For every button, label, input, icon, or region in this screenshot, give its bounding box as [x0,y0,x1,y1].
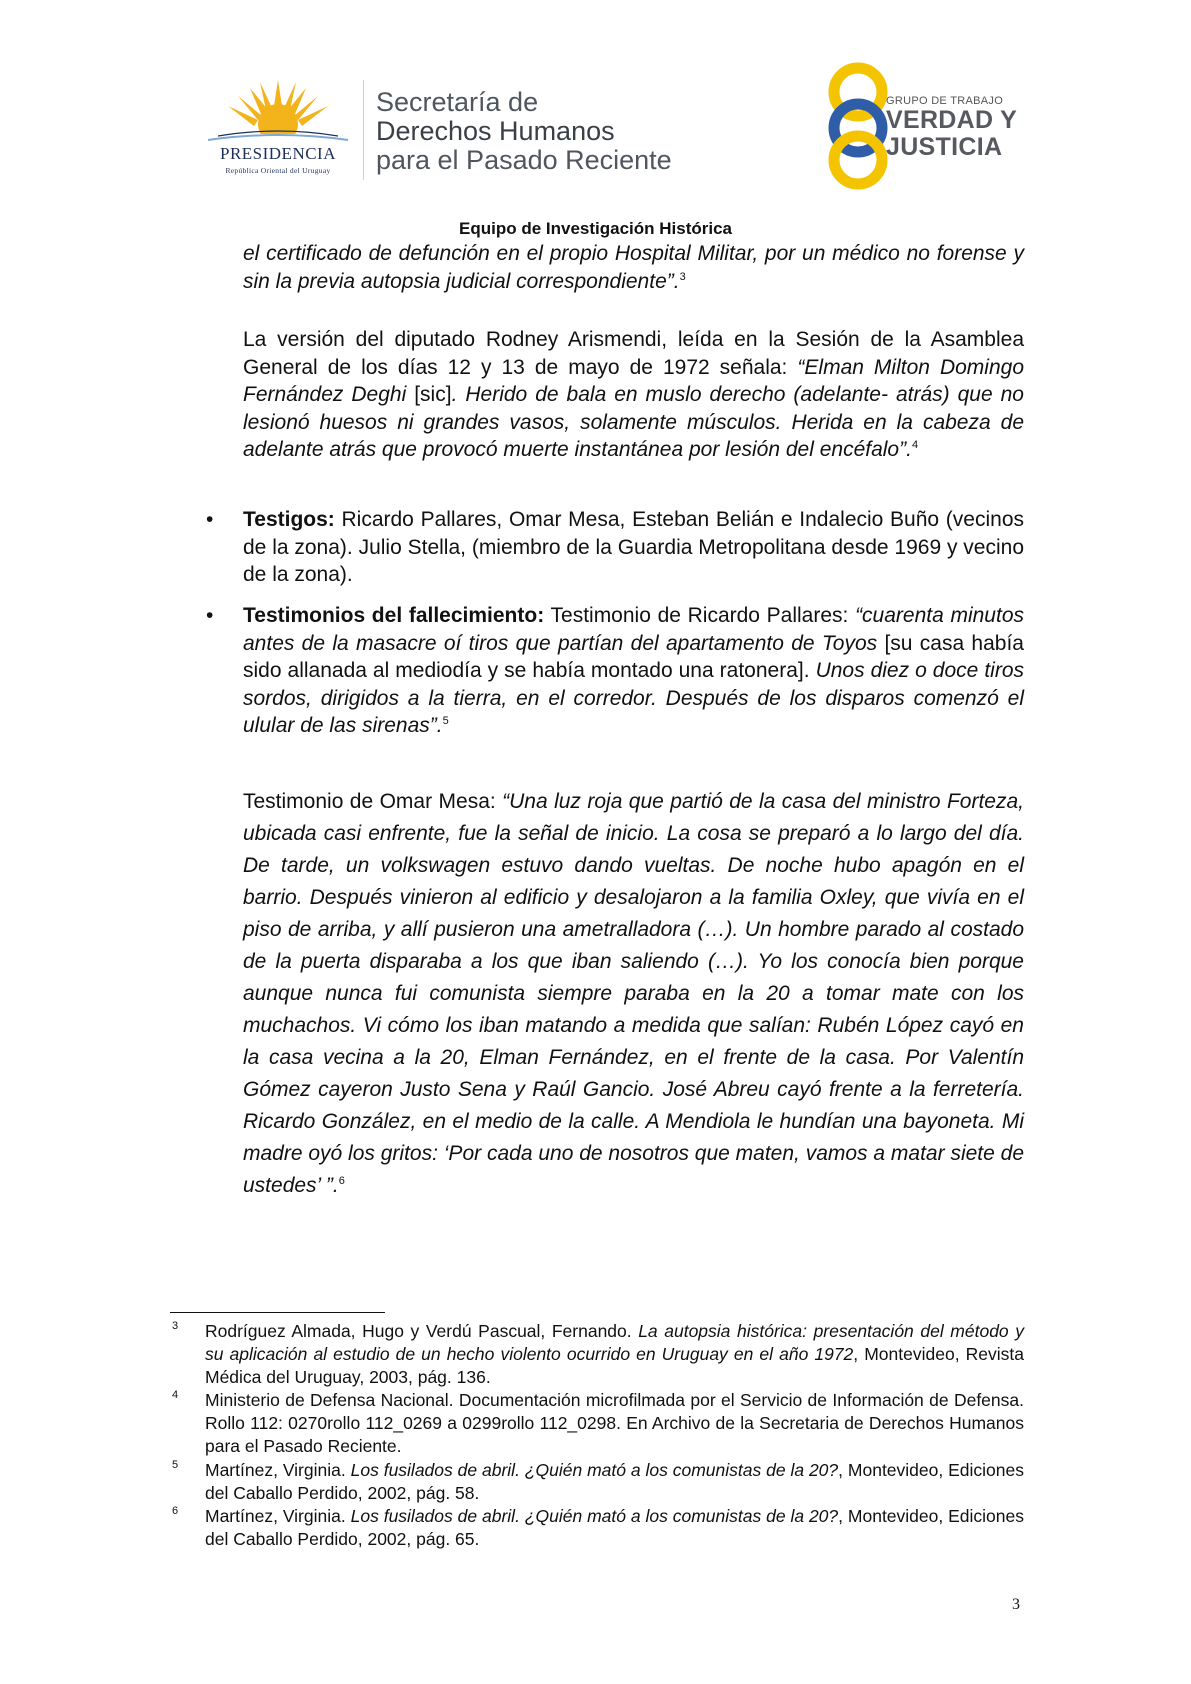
text: Rodríguez Almada, Hugo y Verdú Pascual, Fernando. [205,1321,639,1341]
verdad-justicia-logo-text [886,95,1046,161]
bullet-testimonios [243,602,1024,740]
footnote-number: 6 [172,1505,179,1517]
footnote-6 [205,1505,1024,1551]
sun-icon [198,78,358,144]
quote-text: “Una luz roja que partió de la casa del ministro Forteza, ubicada casi enfrente, fue la señal de inicio. La cosa se preparó a lo largo del día. De tarde, un volkswagen estuvo dando vueltas. De noche hubo apagón en el barrio. Después vinieron al edificio y desalojaron a la familia Oxley, que vivía en el piso de arriba, y allí pusieron una ametralladora (…). Un hombre parado al costado de la puerta disparaba a los que iban saliendo (…). Yo los conocía bien porque aunque nunca fui comunista siempre paraba en la 20 a tomar mate con los muchachos. Vi cómo los iban matando a medida que salían: Rubén López cayó en la casa vecina a la 20, Elman Fernández, en el frente de la casa. Por Valentín Gómez cayeron Justo Sena y Raúl Gancio. José Abreu cayó frente a la ferretería. Ricardo González, en el medio de la calle. A Mendiola le hundían una bayoneta. Mi madre oyó los gritos: ‘Por cada uno de nosotros que maten, vamos a matar siete de ustedes’ ”. [243,790,1024,1197]
quote-text: “cuarenta minutos antes de la masacre oí tiros que partían del apartamento de Toyos [243,604,1024,655]
text: Testimonio de Omar Mesa: [243,790,503,813]
text: , Montevideo, Ediciones del Caballo Perdido, 2002, pág. 58. [205,1460,1024,1503]
secretaria-line-2: Derechos Humanos [376,116,615,146]
secretaria-title [376,88,706,175]
footnote-ref-4: 4 [911,439,919,451]
presidencia-subtitle: República Oriental del Uruguay [225,166,331,175]
secretaria-line-3: para el Pasado Reciente [376,145,672,175]
footnote-number: 5 [172,1459,179,1471]
bullet-testigos [243,506,1024,589]
gtvj-line-2: JUSTICIA [886,133,1003,161]
footnote-number: 4 [172,1389,179,1401]
title-text: Los fusilados de abril. ¿Quién mató a los comunistas de la 20? [350,1506,839,1526]
footnote-4 [205,1389,1024,1458]
text: Martínez, Virginia. [205,1506,351,1526]
title-text: La autopsia histórica: presentación del método y su aplicación al estudio de un hecho violento ocurrido en Uruguay en el año 1972 [205,1321,1024,1364]
bullet-marker: • [206,604,214,627]
gtvj-small-text: GRUPO DE TRABAJO [886,95,1004,107]
quote-text: el certificado de defunción en el propio Hospital Militar, por un médico no forense y sin la previa autopsia judicial correspondiente”. [243,242,1024,293]
text: La versión del diputado Rodney Arismendi, leída en la Sesión de la Asamblea General de los días 12 y 13 de mayo de 1972 señala: [243,328,1024,379]
text: , Montevideo, Revista Médica del Uruguay, 2003, pág. 136. [205,1344,1024,1387]
paragraph-omar-mesa [243,786,1024,1202]
equipo-heading: Equipo de Investigación Histórica [459,219,732,238]
header-divider [363,80,364,180]
bullet-marker: • [206,508,214,531]
footnote-ref-3: 3 [679,270,686,283]
text: Testimonio de Ricardo Pallares: [544,604,856,627]
footnote-5 [205,1459,1024,1505]
paragraph-certificado [243,240,1024,295]
bullet-label: Testimonios del fallecimiento: [243,604,545,627]
footnote-ref-6: 6 [338,1175,345,1187]
quote-text: “Elman Milton Domingo Fernández Deghi [243,355,1024,406]
presidencia-name: PRESIDENCIA [219,144,336,163]
text: [sic] [406,383,452,406]
footnote-3 [205,1320,1024,1389]
footnote-ref-5: 5 [442,715,449,727]
gtvj-line-1: VERDAD Y [886,106,1018,134]
text: Ricardo Pallares, Omar Mesa, Esteban Belián e Indalecio Buño (vecinos de la zona). Julio Stella, (miembro de la Guardia Metropolitana desde 1969 y vecino de la zona). [243,508,1024,586]
page-number: 3 [1012,1596,1020,1613]
text: Ministerio de Defensa Nacional. Documentación microfilmada por el Servicio de Información de Defensa. Rollo 112: 0270rollo 112_0269 a 0299rollo 112_0298. En Archivo de la Secretaria de Derechos Humanos para el Pasado Reciente. [205,1390,1024,1456]
secretaria-line-1: Secretaría de [376,87,539,117]
footnote-number: 3 [172,1320,179,1332]
bullet-label: Testigos: [243,508,335,531]
quote-text: . Herido de bala en muslo derecho (adelante- atrás) que no lesionó huesos ni grandes vasos, solamente músculos. Herida en la cabeza de adelante atrás que provocó muerte instantánea por lesión del encéfalo”. [243,383,1024,461]
text: [su casa había sido allanada al mediodía y se había montado una ratonera]. [243,631,1024,682]
title-text: Los fusilados de abril. ¿Quién mató a los comunistas de la 20? [350,1460,839,1480]
footnote-separator [170,1312,385,1313]
presidencia-logo [198,78,358,178]
paragraph-arismendi [243,326,1024,464]
quote-text: Unos diez o doce tiros sordos, dirigidos a la tierra, en el corredor. Después de los disparos comenzó el ulular de las sirenas”. [243,659,1025,737]
text: Martínez, Virginia. [205,1460,351,1480]
text: , Montevideo, Ediciones del Caballo Perdido, 2002, pág. 65. [205,1506,1024,1549]
